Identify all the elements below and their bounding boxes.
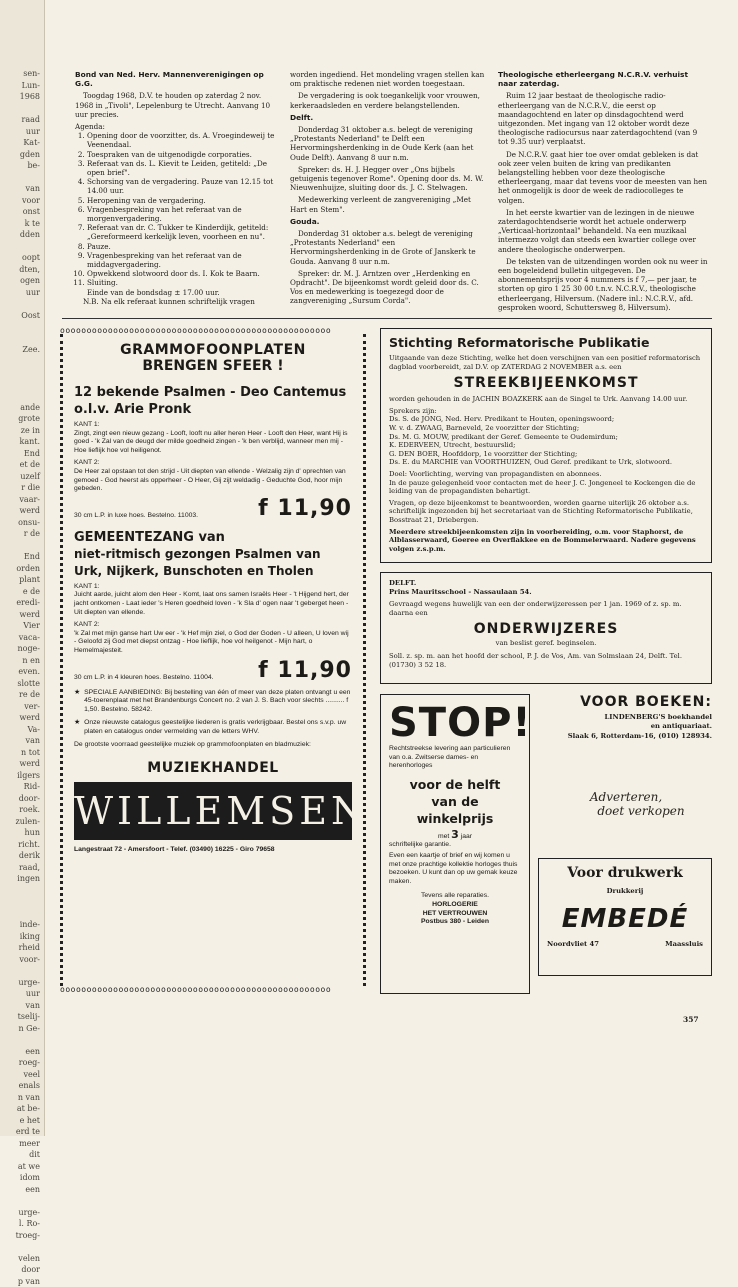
clipped-text-fragment: e de	[0, 586, 44, 598]
ad-drukwerk	[538, 858, 712, 976]
clipped-text-fragment: r de	[0, 528, 44, 540]
agenda-item: 5. Heropening van de vergadering.	[87, 196, 275, 205]
order-number: 30 cm L.P. in luxe hoes. Bestelno. 11003.	[74, 512, 198, 521]
ad-highlight: van de	[389, 793, 521, 810]
agenda-item: 11. Sluiting.	[87, 278, 275, 287]
article-text: Ruim 12 jaar bestaat de theologische radio-etherleergang van de N.C.R.V., die eerst op maandagochtend en later op dinsdagochtend werd uitgezonden. Met ingang van 12 oktober wordt deze theologische radiocursus naar zaterdagochtend (van 9 tot 9.35 uur) verplaatst.	[498, 91, 708, 146]
clipped-text-fragment: p van	[0, 1276, 44, 1287]
ad-text: Even een kaartje of brief en wij komen u met onze prachtige kollektie horloges thuis bezoeken. U kunt dan op uw gemak keuze maken.	[389, 852, 521, 886]
clipped-text-fragment: zulen-	[0, 816, 44, 828]
clipped-text-fragment: End	[0, 448, 44, 460]
side-label: KANT 1:	[74, 421, 352, 430]
ad-sub: Drukkerij	[547, 887, 703, 896]
clipped-text-fragment: velen	[0, 1253, 44, 1265]
article-title: Theologische etherleergang N.C.R.V. verhuist naar zaterdag.	[498, 70, 708, 88]
agenda-end: Einde van de bondsdag ± 17.00 uur.	[75, 288, 275, 297]
assortment-note: De grootste voorraad geestelijke muziek op grammofoonplaten en bladmuziek:	[74, 741, 352, 750]
clipped-text-fragment: e het	[0, 1115, 44, 1127]
ad-text: worden gehouden in de JACHIN BOAZKERK aan de Singel te Urk. Aanvang 14.00 uur.	[389, 395, 703, 404]
speaker: G. DEN BOER, Hoofddorp, 1e voorzitter der Stichting;	[389, 450, 703, 459]
article-text: De teksten van de uitzendingen worden ook nu weer in een bogeleidend bulletin uitgegeven. De abonnementsprijs voor 4 nummers is f 7,— per jaar, te storten op giro 1 25 30 00 t.n.v. N.C.R.V., theologische etherleergang, Hilversum. (Nadere inl.: N.C.R.V., afd. gesproken woord, Schuttersweg 8, Hilversum).	[498, 257, 708, 312]
page-number: 357	[683, 1015, 699, 1024]
warranty-text: schriftelijke garantie.	[389, 841, 521, 850]
clipped-text-fragment	[0, 908, 44, 920]
clipped-text-fragment: erd te	[0, 1126, 44, 1138]
ad-headline: GRAMMOFOONPLATEN	[74, 342, 352, 358]
clipped-text-fragment	[0, 1241, 44, 1253]
ad-text: Uitgaande van deze Stichting, welke het doen verschijnen van een positief reformatorisch dagblad voorbereidt, zal D.V. op ZATERDAG 2 NOVEMBER a.s. een	[389, 354, 703, 371]
clipped-text-fragment: tselij-	[0, 1011, 44, 1023]
ad-onderwijzeres	[380, 572, 712, 684]
chain-border-right	[357, 334, 366, 986]
company-name: HET VERTROUWEN	[389, 910, 521, 919]
clipped-text-fragment: at be-	[0, 1103, 44, 1115]
side-label: KANT 1:	[74, 583, 352, 592]
clipped-text-fragment: Rid-	[0, 781, 44, 793]
clipped-text-fragment: n tot	[0, 747, 44, 759]
agenda-item: 9. Vragenbespreking van het referaat van de middagvergadering.	[87, 251, 275, 269]
clipped-text-fragment: een	[0, 1184, 44, 1196]
ad-stop-horloges	[380, 694, 530, 994]
chain-border-bottom: ooooooooooooooooooooooooooooooooooooooooooooooooooo	[60, 985, 366, 994]
clipped-text-fragment	[0, 321, 44, 333]
clipped-text-fragment: derik	[0, 850, 44, 862]
article-text: De vergadering is ook toegankelijk voor vrouwen, kerkeraadsleden en verdere belangstellenden.	[290, 91, 486, 109]
ad-headline: ONDERWIJZERES	[389, 621, 703, 637]
city: Maassluis	[665, 940, 703, 949]
article-intro: Toogdag 1968, D.V. te houden op zaterdag 2 nov. 1968 in „Tivoli", Lepelenburg te Utrecht. Aanvang 10 uur precies.	[75, 91, 275, 119]
speaker: Ds. S. de JONG, Ned. Herv. Predikant te Houten, openingswoord;	[389, 415, 703, 424]
agenda-item: 1. Opening door de voorzitter, ds. A. Vroegindeweij te Veenendaal.	[87, 131, 275, 149]
price: f 11,90	[258, 496, 352, 521]
clipped-text-fragment: van	[0, 183, 44, 195]
clipped-text-fragment: ver-	[0, 701, 44, 713]
clipped-text-fragment	[0, 1195, 44, 1207]
ad-text: van beslist geref. beginselen.	[389, 639, 703, 648]
brand-logo: EMBEDÉ	[547, 904, 703, 934]
ad-headline: VOOR BOEKEN:	[540, 694, 712, 710]
catalog-offer: ★ Onze nieuwste catalogus geestelijke liederen is gratis verkrijgbaar. Bestel ons s.v.p. uw platen en catalogus onder vermelding van de letters WHV.	[74, 719, 352, 736]
clipped-text-fragment	[0, 379, 44, 391]
track-list: 'k Zal met mijn ganse hart Uw eer - 'k Hef mijn ziel, o God der Goden - U alleen, U loven wij - Geloofd zij God met diepst ontzag - Hoe lieflijk, hoe vol heilgenot - Mijn hart, o Hemelmajesteit.	[74, 630, 352, 656]
article-text: Spreker: ds. H. J. Hegger over „Ons bijbels getuigenis tegenover Rome". Opening door ds. M. W. Nieuwenhuijze, sluiting door ds. J. C. Stelwagen.	[290, 165, 486, 193]
clipped-text-fragment: Oost	[0, 310, 44, 322]
article-herdenkingen	[290, 70, 486, 309]
ad-highlight: voor de helft	[389, 776, 521, 793]
shop-address: Langestraat 72 - Amersfoort - Telef. (03490) 16225 - Giro 79658	[74, 846, 352, 855]
clipped-text-fragment	[0, 241, 44, 253]
clipped-text-fragment: Va-	[0, 724, 44, 736]
ad-title: Stichting Reformatorische Publikatie	[389, 335, 703, 350]
clipped-text-fragment: urge-	[0, 977, 44, 989]
clipped-text-fragment: n van	[0, 1092, 44, 1104]
clipped-text-fragment: raad	[0, 114, 44, 126]
agenda-nb: N.B. Na elk referaat kunnen schriftelijk vragen	[75, 297, 275, 306]
company-address: Postbus 380 - Leiden	[389, 918, 521, 927]
clipped-text-fragment: voor-	[0, 954, 44, 966]
clipped-text-fragment	[0, 298, 44, 310]
clipped-text-fragment: van	[0, 735, 44, 747]
ad-stichting	[380, 328, 712, 563]
ad-text: Doel: Voorlichting, werving van propagandisten en abonnees.	[389, 470, 703, 479]
clipped-text-fragment: Kat-	[0, 137, 44, 149]
agenda-item: 2. Toespraken van de uitgenodigde corporaties.	[87, 150, 275, 159]
clipped-text-fragment: Lun-	[0, 80, 44, 92]
clipped-text-fragment: ilgers	[0, 770, 44, 782]
ad-boeken	[540, 694, 712, 741]
clipped-text-fragment	[0, 333, 44, 345]
shop-address: Slaak 6, Rotterdam-16, (010) 128934.	[540, 732, 712, 741]
clipped-text-fragment: ogen	[0, 275, 44, 287]
clipped-text-fragment	[0, 390, 44, 402]
clipped-text-fragment: dten,	[0, 264, 44, 276]
street: Noordvliet 47	[547, 940, 599, 949]
clipped-text-fragment: meer	[0, 1138, 44, 1150]
clipped-text-fragment: van	[0, 1000, 44, 1012]
ad-headline: Voor drukwerk	[547, 865, 703, 881]
clipped-text-fragment: werd	[0, 609, 44, 621]
track-list: De Heer zal opstaan tot den strijd - Uit diepten van ellende - Welzalig zijn d' oprechten van gemoed - God heerst als opperheer - O Heer, Gij zijt weldadig - Geduchte God, hoor mijn gebeden.	[74, 468, 352, 494]
clipped-text-fragment: iking	[0, 931, 44, 943]
clipped-text-fragment: hun	[0, 827, 44, 839]
clipped-text-fragment: ze in	[0, 425, 44, 437]
clipped-text-fragment: raad,	[0, 862, 44, 874]
agenda-item: 4. Schorsing van de vergadering. Pauze van 12.15 tot 14.00 uur.	[87, 177, 275, 195]
record-title: 12 bekende Psalmen - Deo Cantemus	[74, 384, 352, 401]
clipped-text-fragment: troeg-	[0, 1230, 44, 1242]
clipped-text-fragment: veel	[0, 1069, 44, 1081]
ad-text: Gevraagd wegens huwelijk van een der onderwijzeressen per 1 jan. 1969 of z. sp. m. daarna een	[389, 600, 703, 617]
clipped-text-fragment: at we	[0, 1161, 44, 1173]
clipped-text-fragment: n en	[0, 655, 44, 667]
chain-border-left	[60, 334, 69, 986]
clipped-text-fragment: werd	[0, 758, 44, 770]
clipped-text-fragment	[0, 885, 44, 897]
clipped-text-fragment: et de	[0, 459, 44, 471]
agenda-item: 10. Opwekkend slotwoord door ds. I. Kok te Baarn.	[87, 269, 275, 278]
side-label: KANT 2:	[74, 459, 352, 468]
speaker: Ds. M. G. MOUW, predikant der Geref. Gemeente te Oudemirdum;	[389, 433, 703, 442]
slogan: doet verkopen	[570, 804, 712, 818]
ad-text-bold: Meerdere streekbijeenkomsten zijn in voorbereiding, o.m. voor Staphorst, de Alblasserwaard, Goeree en Overflakkee en de Bommelerwaard. Nadere gegevens volgen z.s.p.m.	[389, 528, 703, 554]
clipped-text-fragment: onsu-	[0, 517, 44, 529]
clipped-text-fragment: grote	[0, 413, 44, 425]
clipped-text-fragment: onst	[0, 206, 44, 218]
track-list: Juicht aarde, juicht alom den Heer - Komt, laat ons samen Israëls Heer - 't Hijgend hert, der jacht ontkomen - Laat ieder 's Heren goedheid loven - 'k Sla d' ogen naar 't geberget heen - Uit diepten van ellende.	[74, 591, 352, 617]
record-title: Urk, Nijkerk, Bunschoten en Tholen	[74, 563, 352, 580]
clipped-text-fragment: uur	[0, 988, 44, 1000]
clipped-text-fragment	[0, 896, 44, 908]
clipped-text-fragment: werd	[0, 505, 44, 517]
clipped-text-fragment: oopt	[0, 252, 44, 264]
clipped-text-fragment: slotte	[0, 678, 44, 690]
record-title: GEMEENTEZANG van	[74, 529, 352, 546]
clipped-text-fragment: enals	[0, 1080, 44, 1092]
ad-city: DELFT.	[389, 579, 703, 588]
adjacent-page-edge	[0, 0, 45, 1136]
clipped-text-fragment	[0, 965, 44, 977]
star-icon: ★	[74, 689, 80, 715]
article-text: Donderdag 31 oktober a.s. belegt de vereniging „Protestants Nederland" te Delft een Hervormingsherdenking in de Oude Kerk (aan het Oude Delft). Aanvang 8 uur n.m.	[290, 125, 486, 162]
shop-logo: WILLEMSEN	[74, 782, 352, 840]
track-list: Zingt, zingt een nieuw gezang - Looft, looft nu aller heren Heer - Looft den Heer, want Hij is goed - 'k Zal van de deugd der milde goedheid zingen - 'k ben verblijd, wanneer men mij - Hoe lieflijk hoe vol heiligenot.	[74, 430, 352, 456]
clipped-text-fragment: sen-	[0, 68, 44, 80]
school-name: Prins Mauritsschool - Nassaulaan 54.	[389, 588, 703, 597]
clipped-text-fragment: n Ge-	[0, 1023, 44, 1035]
company-name: HORLOGERIE	[389, 901, 521, 910]
warranty: met 3 jaar	[389, 831, 521, 842]
clipped-text-fragment	[0, 367, 44, 379]
clipped-text-fragment: richt.	[0, 839, 44, 851]
clipped-text-fragment: door	[0, 1264, 44, 1276]
clipped-text-fragment: inde-	[0, 919, 44, 931]
clipped-text-fragment: Zee.	[0, 344, 44, 356]
clipped-text-fragment	[0, 356, 44, 368]
clipped-text-fragment: dit	[0, 1149, 44, 1161]
clipped-text-fragment	[0, 103, 44, 115]
article-text: In het eerste kwartier van de lezingen in de nieuwe zaterdagochtendserie wordt het actuele onderwerp „Verticaal-horizontaal" behandeld. Na een muzikaal intermezzo volgt dan steeds een kwartier college over andere theologische onderwerpen.	[498, 208, 708, 254]
article-title: Bond van Ned. Herv. Mannenverenigingen op G.G.	[75, 70, 275, 88]
clipped-text-fragment: l. Ro-	[0, 1218, 44, 1230]
clipped-text-fragment: Vier	[0, 620, 44, 632]
clipped-text-fragment: vaca-	[0, 632, 44, 644]
clipped-text-fragment: ingen	[0, 873, 44, 885]
clipped-text-fragment: urge-	[0, 1207, 44, 1219]
clipped-text-fragment: ande	[0, 402, 44, 414]
article-etherleergang	[498, 70, 708, 315]
record-title: niet-ritmisch gezongen Psalmen van	[74, 546, 352, 563]
clipped-text-fragment: dden	[0, 229, 44, 241]
clipped-text-fragment: roeg-	[0, 1057, 44, 1069]
clipped-text-fragment: r die	[0, 482, 44, 494]
clipped-text-fragment: kant.	[0, 436, 44, 448]
clipped-text-fragment: roek.	[0, 804, 44, 816]
article-text: Medewerking verleent de zangvereniging „Met Hart en Stem".	[290, 195, 486, 213]
clipped-text-fragment: rheid	[0, 942, 44, 954]
clipped-text-fragment: een	[0, 1046, 44, 1058]
clipped-text-fragment: uur	[0, 126, 44, 138]
agenda-list	[75, 131, 275, 287]
ad-text: In de pauze gelegenheid voor contacten met de heer J. C. Jongeneel te Kockengen die de leiding van de propagandisten behartigt.	[389, 479, 703, 496]
clipped-text-fragment: noge-	[0, 643, 44, 655]
section-title-delft: Delft.	[290, 113, 486, 122]
agenda-item: 3. Referaat van ds. L. Kievit te Leiden, getiteld: „De open brief".	[87, 159, 275, 177]
clipped-text-fragment: vaar-	[0, 494, 44, 506]
section-divider	[62, 318, 712, 319]
ad-highlight: winkelprijs	[389, 810, 521, 827]
ad-grammofoonplaten	[60, 326, 366, 994]
agenda-label: Agenda:	[75, 122, 275, 131]
article-text: De N.C.R.V. gaat hier toe over omdat gebleken is dat ook zeer velen buiten de kring van predikanten belangstelling hebben voor deze theologische etherleergang, maar dat tevens voor de meesten van hen het onmogelijk is door de week de radiocolleges te volgen.	[498, 150, 708, 205]
clipped-text-fragment: even.	[0, 666, 44, 678]
clipped-text-fragment	[0, 540, 44, 552]
shop-name: en antiquariaat.	[540, 722, 712, 731]
ad-adverteren	[540, 790, 712, 818]
clipped-text-fragment: door-	[0, 793, 44, 805]
article-text: Donderdag 31 oktober a.s. belegt de vereniging „Protestants Nederland" een Hervormingsherdenking in de Grote of Janskerk te Gouda. Aanvang 8 uur n.m.	[290, 229, 486, 266]
ad-headline: STREEKBIJEENKOMST	[389, 375, 703, 391]
section-title-gouda: Gouda.	[290, 217, 486, 226]
speakers-label: Sprekers zijn:	[389, 407, 703, 416]
clipped-text-fragment: End	[0, 551, 44, 563]
clipped-text-fragment: eredi-	[0, 597, 44, 609]
agenda-item: 8. Pauze.	[87, 242, 275, 251]
ad-text: Soll. z. sp. m. aan het hoofd der school, P. J. de Vos, Am. van Solmslaan 24, Delft. Tel. (01730) 3 52 18.	[389, 652, 703, 669]
side-label: KANT 2:	[74, 621, 352, 630]
ad-headline: BRENGEN SFEER !	[74, 358, 352, 374]
clipped-text-fragment	[0, 172, 44, 184]
clipped-text-fragment: plant	[0, 574, 44, 586]
shop-name: LINDENBERG'S boekhandel	[540, 713, 712, 722]
agenda-item: 6. Vragenbespreking van het referaat van de morgenvergadering.	[87, 205, 275, 223]
speaker: K. EDERVEEN, Utrecht, bestuurslid;	[389, 441, 703, 450]
clipped-text-fragment: re de	[0, 689, 44, 701]
ad-text: Vragen, op deze bijeenkomst te beantwoorden, worden gaarne uiterlijk 26 oktober a.s. schriftelijk ingezonden bij het secretariaat van de Stichting Reformatorische Publikatie, Bosstraat 21, Driebergen.	[389, 499, 703, 525]
speaker: W. v. d. ZWAAG, Barneveld, 2e voorzitter der Stichting;	[389, 424, 703, 433]
agenda-item: 7. Referaat van dr. C. Tukker te Kinderdijk, getiteld: „Gereformeerd kerkelijk leven, voorheen en nu".	[87, 223, 275, 241]
repairs-note: Tevens alle reparaties.	[389, 892, 521, 901]
special-offer: ★ SPECIALE AANBIEDING: Bij bestelling van één of meer van deze platen ontvangt u een 45-toerenplaat met het Brandenburgs Concert no. 2 van J. S. Bach voor slechts .......... f 1,50. Bestelno. 58242.	[74, 689, 352, 715]
clipped-text-fragment: uzelf	[0, 471, 44, 483]
speaker: Ds. E. du MARCHIE van VOORTHUIZEN, Oud Geref. predikant te Urk, slotwoord.	[389, 458, 703, 467]
ad-headline: STOP!	[389, 701, 521, 745]
chain-border-top: ooooooooooooooooooooooooooooooooooooooooooooooooooo	[60, 326, 366, 335]
article-text: Spreker: dr. M. J. Arntzen over „Herdenking en Opdracht". De bijeenkomst wordt geleid door ds. C. Vos en medewerking is toegezegd door de zangvereniging „Sursum Corda".	[290, 269, 486, 306]
article-text: worden ingediend. Het mondeling vragen stellen kan om praktische redenen niet worden toegestaan.	[290, 70, 486, 88]
price: f 11,90	[258, 658, 352, 683]
article-mannenverenigingen	[75, 70, 275, 309]
clipped-text-fragment: werd	[0, 712, 44, 724]
clipped-text-fragment: 1968	[0, 91, 44, 103]
order-number: 30 cm L.P. in 4 kleuren hoes. Bestelno. 11004.	[74, 674, 214, 683]
clipped-text-fragment: idom	[0, 1172, 44, 1184]
clipped-text-fragment	[0, 1034, 44, 1046]
clipped-text-fragment: voor	[0, 195, 44, 207]
star-icon: ★	[74, 719, 80, 736]
clipped-text-fragment: k te	[0, 218, 44, 230]
ad-text: Rechtstreekse levering aan particulieren van o.a. Zwitserse dames- en herenhorloges	[389, 745, 521, 771]
clipped-text-fragment: orden	[0, 563, 44, 575]
shop-label: MUZIEKHANDEL	[74, 760, 352, 776]
slogan: Adverteren,	[540, 790, 712, 804]
clipped-text-fragment: uur	[0, 287, 44, 299]
clipped-text-fragment: be-	[0, 160, 44, 172]
clipped-text-fragment: gden	[0, 149, 44, 161]
record-subtitle: o.l.v. Arie Pronk	[74, 401, 352, 418]
